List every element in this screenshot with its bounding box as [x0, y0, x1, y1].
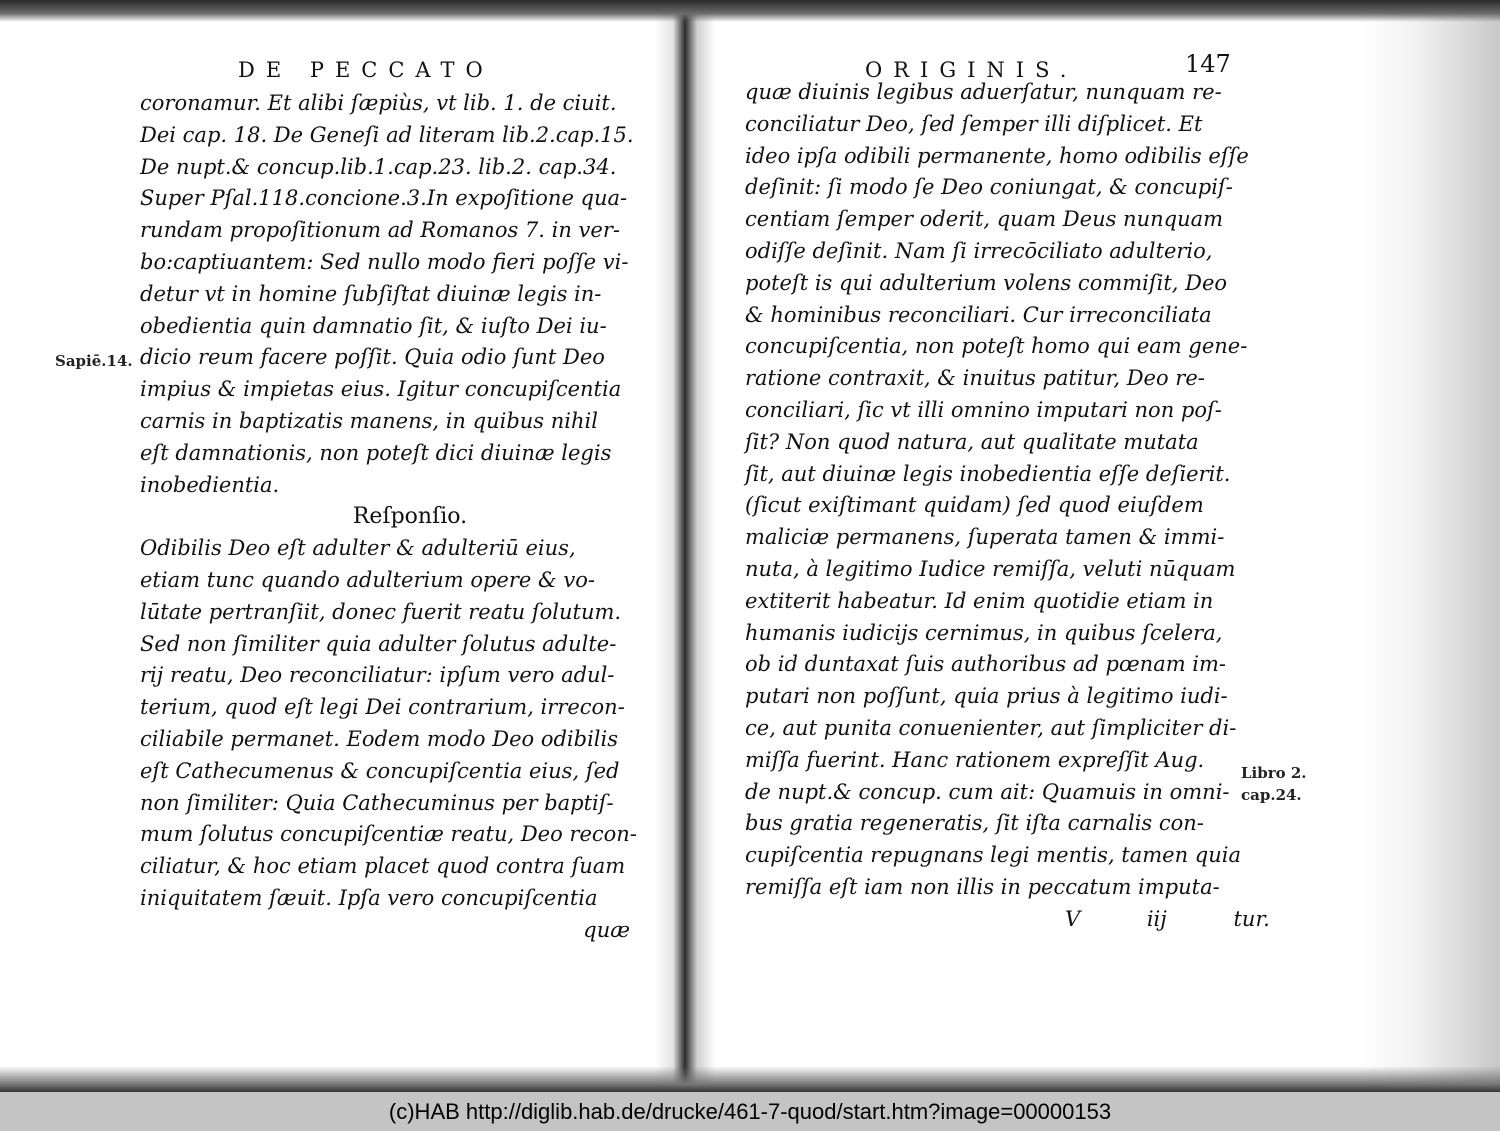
right-body-text: [745, 77, 1270, 936]
text-line: coronamur. Et alibi ſæpiùs, vt lib. 1. de ciuit.: [140, 91, 617, 115]
text-line: bus gratia regeneratis, ſit iſta carnalis con-: [745, 811, 1204, 836]
text-line: putari non poſſunt, quia prius à legitimo iudi-: [745, 684, 1228, 709]
text-line: odiſſe deſinit. Nam ſi irrecōciliato adulterio,: [745, 238, 1213, 263]
text-line: De nupt.& concup.lib.1.cap.23. lib.2. cap.34.: [140, 154, 617, 179]
text-line: deſinit: ſi modo ſe Deo coniungat, & concupiſ-: [745, 175, 1233, 200]
text-line: ciliatur, & hoc etiam placet quod contra ſuam: [140, 854, 626, 879]
text-line: centiam ſemper oderit, quam Deus nunquam: [745, 207, 1224, 232]
text-line: de nupt.& concup. cum ait: Quamuis in omni-: [745, 779, 1230, 804]
left-page: [0, 0, 655, 1092]
text-line: ratione contraxit, & inuitus patitur, Deo re-: [745, 366, 1205, 391]
text-line: impius & impietas eius. Igitur concupiſcentia: [140, 377, 622, 402]
text-line: obedientia quin damnatio ſit, & iuſto Dei iu-: [140, 313, 607, 338]
marginal-note: Sapiē.14.: [55, 352, 133, 370]
page-number: 147: [1185, 50, 1231, 78]
catchword: tur.: [1233, 906, 1270, 931]
text-line: non ſimiliter: Quia Cathecuminus per baptiſ-: [140, 790, 614, 815]
running-header: ORIGINIS.: [865, 58, 1078, 82]
text-line: cupiſcentia repugnans legi mentis, tamen quia: [745, 843, 1242, 868]
text-line: conciliari, ſic vt illi omnino imputari non poſ-: [745, 397, 1222, 422]
text-line: dicio reum facere poſſit. Quia odio ſunt Deo: [140, 345, 605, 370]
text-line: bo:captiuantem: Sed nullo modo fieri poſſe vi-: [140, 249, 629, 274]
text-line: ce, aut punita conuenienter, aut ſimpliciter di-: [745, 715, 1237, 740]
section-heading: Reſponſio.: [352, 504, 468, 530]
text-line: eſt Cathecumenus & concupiſcentia eius, ſed: [140, 758, 620, 783]
catchword: quæ: [583, 917, 630, 942]
text-line: carnis in baptizatis manens, in quibus nihil: [140, 408, 598, 433]
text-line: conciliatur Deo, ſed ſemper illi diſplicet. Et: [745, 111, 1203, 136]
text-line: poteſt is qui adulterium volens commiſit, Deo: [745, 270, 1228, 295]
text-line: quæ diuinis legibus aduerſatur, nunquam re-: [745, 80, 1222, 104]
scan-bottom-shadow: [0, 1066, 1500, 1092]
text-line: Sed non ſimiliter quia adulter ſolutus adulte-: [140, 631, 617, 656]
text-line: ideo ipſa odibili permanente, homo odibilis eſſe: [745, 143, 1249, 168]
left-body-text: [140, 88, 640, 947]
text-line: humanis iudicijs cernimus, in quibus ſcelera,: [745, 620, 1223, 645]
text-line: lūtate pertranſiit, donec fuerit reatu ſolutum.: [140, 599, 622, 624]
text-line: Super Pſal.118.concione.3.In expoſitione qua-: [140, 186, 628, 211]
text-line: extiterit habeatur. Id enim quotidie etiam in: [745, 588, 1214, 613]
copyright-caption: (c)HAB http://diglib.hab.de/drucke/461-7-quod/start.htm?image=00000153: [0, 1092, 1500, 1131]
page-edge-shadow: [1360, 0, 1500, 1092]
text-line: nuta, à legitimo Iudice remiſſa, veluti nūquam: [745, 556, 1236, 581]
marginal-note: [1241, 762, 1307, 806]
text-line: ſit? Non quod natura, aut qualitate mutata: [745, 429, 1199, 454]
text-line: Dei cap. 18. De Geneſi ad literam lib.2.cap.15.: [140, 122, 634, 147]
text-line: eſt damnationis, non poteſt dici diuinæ legis: [140, 440, 612, 465]
text-line: maliciæ permanens, ſuperata tamen & immi-: [745, 525, 1225, 550]
signature-line: [745, 904, 1270, 936]
marginal-note-line: cap.24.: [1241, 786, 1302, 804]
text-line: concupiſcentia, non poteſt homo qui eam gene-: [745, 334, 1248, 359]
text-line: ob id duntaxat ſuis authoribus ad pœnam im-: [745, 652, 1227, 677]
text-line: inobedientia.: [140, 472, 280, 497]
text-line: iniquitatem ſæuit. Ipſa vero concupiſcentia: [140, 885, 598, 910]
text-line: ciliabile permanet. Eodem modo Deo odibilis: [140, 726, 618, 751]
text-line: mum ſolutus concupiſcentiæ reatu, Deo recon-: [140, 822, 637, 847]
scan-top-shadow: [0, 0, 1500, 22]
text-line: rij reatu, Deo reconciliatur: ipſum vero adul-: [140, 663, 615, 688]
right-page: [715, 0, 1365, 1092]
text-line: (ſicut exiſtimant quidam) ſed quod eiuſdem: [745, 493, 1204, 518]
text-line: ſit, aut diuinæ legis inobedientia eſſe deſierit.: [745, 461, 1231, 486]
text-line: miſſa fuerint. Hanc rationem expreſſit Aug.: [745, 747, 1205, 772]
text-line: detur vt in homine ſubſiſtat diuinæ legis in-: [140, 281, 602, 306]
text-line: Odibilis Deo eſt adulter & adulteriū eius,: [140, 536, 576, 561]
text-line: etiam tunc quando adulterium opere & vo-: [140, 567, 595, 592]
running-header: DE PECCATO: [238, 58, 494, 82]
signature-mark: V iij: [1065, 906, 1167, 931]
text-line: remiſſa eſt iam non illis in peccatum imputa-: [745, 874, 1220, 899]
text-line: & hominibus reconciliari. Cur irreconciliata: [745, 302, 1212, 327]
marginal-note-line: Libro 2.: [1241, 764, 1307, 782]
book-gutter: [655, 0, 715, 1092]
text-line: rundam propoſitionum ad Romanos 7. in ver-: [140, 218, 620, 243]
text-line: terium, quod eſt legi Dei contrarium, irrecon-: [140, 695, 625, 720]
